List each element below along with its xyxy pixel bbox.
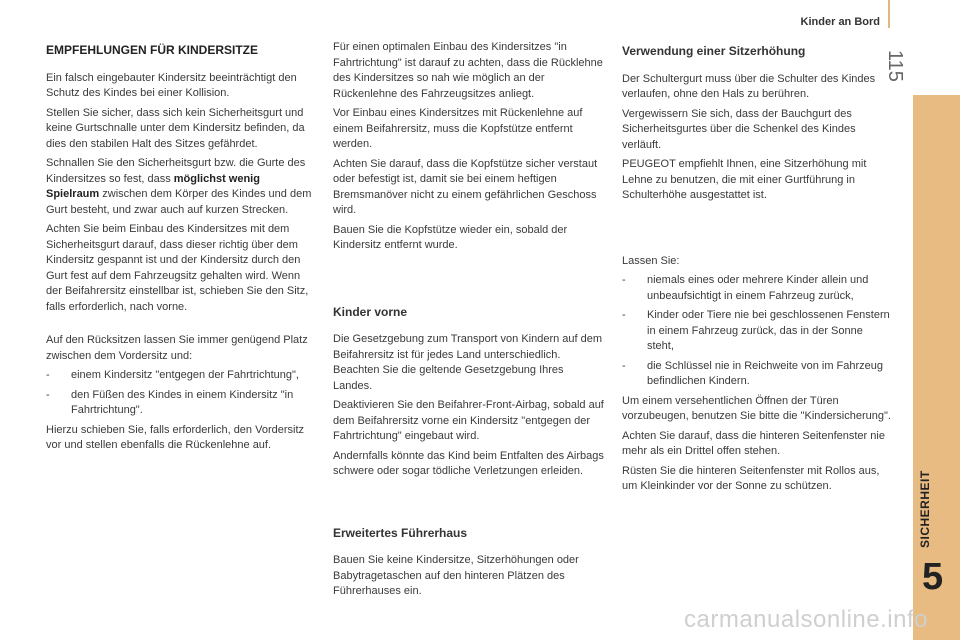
list-item: - den Füßen des Kindes in einem Kindersitz "in Fahrtrichtung". [46, 388, 312, 419]
text-run: Schnallen Sie den Sicherheitsgurt bzw. die Gurte des Kindersitzes so fest, dass [46, 157, 306, 185]
paragraph: Für einen optimalen Einbau des Kindersitzes "in Fahrtrichtung" ist darauf zu achten, dass die Rücklehne des Kindersitzes so nah wie möglich an der Rückenlehne des Fahrzeugsitzes anliegt. [333, 41, 603, 100]
paragraph: Vergewissern Sie sich, dass der Bauchgurt des Sicherheitsgurtes über die Schenkel des Kindes verläuft. [622, 107, 856, 151]
paragraph [46, 156, 312, 218]
paragraph: Vor Einbau eines Kindersitzes mit Rückenlehne auf einem Beifahrersitz, muss die Kopfstütze entfernt werden. [333, 107, 583, 150]
heading-sitzerhoehung: Verwendung einer Sitzerhöhung [622, 44, 806, 58]
paragraph: Andernfalls könnte das Kind beim Entfalten des Airbags schwere oder sogar tödliche Verletzungen erleiden. [333, 449, 604, 477]
page-number: 115 [884, 50, 906, 82]
paragraph: Achten Sie darauf, dass die Kopfstütze sicher verstaut oder befestigt ist, damit sie bei einem heftigen Bremsmanöver nicht zu einem gefährlichen Geschoss wird. [333, 157, 598, 216]
paragraph: Deaktivieren Sie den Beifahrer-Front-Airbag, sobald auf dem Beifahrersitz vorne ein Kindersitz "entgegen der Fahrtrichtung" eingebaut wird. [333, 399, 604, 442]
column-middle [333, 40, 605, 604]
list-item: - Kinder oder Tiere nie bei geschlossenen Fenstern in einem Fahrzeug zurück, das in der Sonne steht, [622, 308, 892, 355]
paragraph: Bauen Sie die Kopfstütze wieder ein, sobald der Kindersitz entfernt wurde. [333, 223, 568, 251]
paragraph: Rüsten Sie die hinteren Seitenfenster mit Rollos aus, um Kleinkinder vor der Sonne zu schützen. [622, 464, 880, 492]
list-item: - die Schlüssel nie in Reichweite von im Fahrzeug befindlichen Kindern. [622, 359, 892, 390]
column-left [46, 40, 312, 458]
text-run: zwischen dem Körper des Kindes und dem Gurt besteht, und zwar auch auf kurzen Strecken. [46, 188, 312, 216]
paragraph: Lassen Sie: [622, 254, 680, 267]
chapter-number: 5 [922, 556, 944, 598]
column-right [622, 40, 892, 499]
section-title: Kinder an Bord [800, 16, 880, 28]
paragraph: Bauen Sie keine Kindersitze, Sitzerhöhungen oder Babytragetaschen auf den hinteren Plätzen des Führerhauses ein. [333, 554, 579, 597]
paragraph: Der Schultergurt muss über die Schulter des Kindes verlaufen, ohne den Hals zu berühren. [622, 72, 876, 100]
heading-erweitertes-fuehrerhaus: Erweitertes Führerhaus [333, 525, 468, 540]
header-divider [888, 0, 890, 28]
paragraph: Hierzu schieben Sie, falls erforderlich, den Vordersitz vor und stellen ebenfalls die Rückenlehne auf. [46, 423, 305, 451]
paragraph: Achten Sie beim Einbau des Kindersitzes mit dem Sicherheitsgurt darauf, dass dieser richtig über dem Kindersitz gespannt ist und der Kindersitz durch den Gurt fest auf dem Fahrzeugsitz gehalten wird. Wenn der Beifahrersitz einstellbar ist, schieben Sie den Sitz, falls erforderlich, nach vorne. [46, 223, 309, 313]
paragraph: Stellen Sie sicher, dass sich kein Sicherheitsgurt und keine Gurtschnalle unter dem Kindersitz befinden, da dies den stabilen Halt des Sitzes gefährdet. [46, 106, 305, 150]
dash-list [46, 368, 312, 419]
paragraph: Achten Sie darauf, dass die hinteren Seitenfenster nie mehr als ein Drittel offen stehen. [622, 429, 885, 457]
list-item: - niemals eines oder mehrere Kinder allein und unbeaufsichtigt in einem Fahrzeug zurück, [622, 273, 892, 304]
paragraph: Auf den Rücksitzen lassen Sie immer genügend Platz zwischen dem Vordersitz und: [46, 334, 308, 362]
paragraph: Um einem versehentlichen Öffnen der Türen vorzubeugen, benutzen Sie bitte die "Kindersicherung". [622, 394, 891, 422]
paragraph: Ein falsch eingebauter Kindersitz beeinträchtigt den Schutz des Kindes bei einer Kollision. [46, 71, 297, 99]
paragraph: PEUGEOT empfiehlt Ihnen, eine Sitzerhöhung mit Lehne zu benutzen, die mit einer Gurtführung in Schulterhöhe ausgestattet ist. [622, 158, 867, 201]
chapter-label: SICHERHEIT [918, 470, 932, 548]
watermark-text: carmanualsonline.info [684, 606, 928, 633]
list-item: - einem Kindersitz "entgegen der Fahrtrichtung", [46, 368, 312, 384]
paragraph: Die Gesetzgebung zum Transport von Kindern auf dem Beifahrersitz ist für jedes Land unterschiedlich. Beachten Sie die geltende Gesetzgebung Ihres Landes. [333, 333, 603, 392]
heading-kinder-vorne: Kinder vorne [333, 304, 408, 319]
heading-recommendations: EMPFEHLUNGEN FÜR KINDERSITZE [46, 43, 259, 57]
dash-list [622, 273, 892, 390]
emphasis-text: möglichst wenig Spielraum [46, 172, 260, 200]
